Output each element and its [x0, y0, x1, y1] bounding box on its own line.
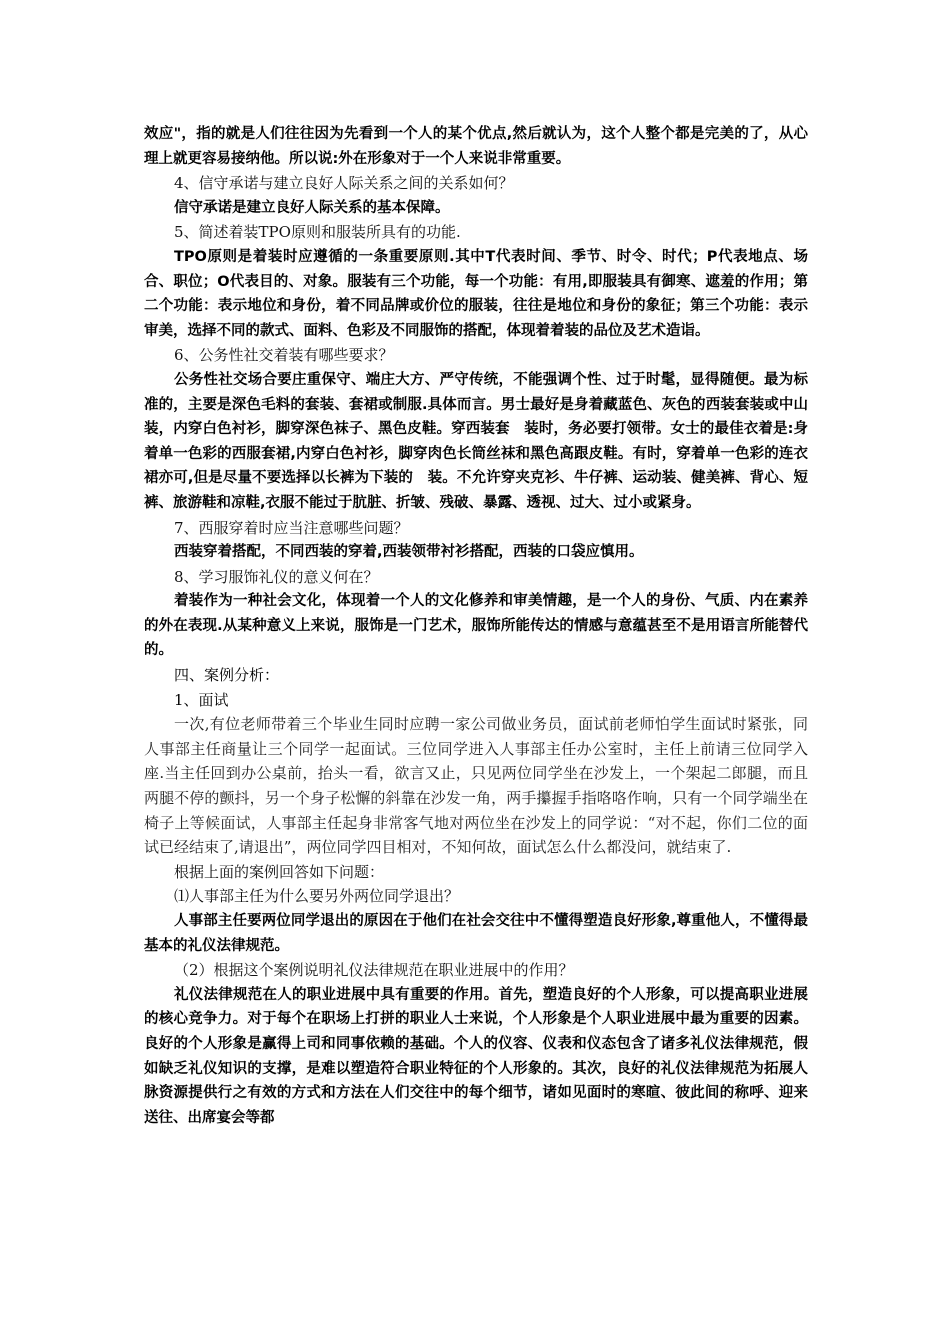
question-4: 4、信守承诺与建立良好人际关系之间的关系如何？	[174, 174, 514, 193]
case-answer-2: 礼仪法律规范在人的职业进展中具有重要的作用。首先，塑造良好的个人形象，可以提高职业进展的核心竞争力。对于每个在职场上打拼的职业人士来说，个人形象是个人职业进展中最为重要的因素。良好的个人形象是赢得上司和同事依赖的基础。个人的仪容、仪表和仪态包含了诸多礼仪法律规范，假如缺乏礼仪知识的支撑，是难以塑造符合职业特征的个人形象的。其次，良好的礼仪法律规范为拓展人脉资源提供行之有效的方式和方法在人们交往中的每个细节，诸如见面时的寒暄、彼此间的称呼、迎来送往、出席宴会等都	[144, 986, 808, 1126]
case-prompt: 根据上面的案例回答如下问题：	[174, 862, 385, 881]
answer-5: TPO原则是着装时应遵循的一条重要原则.其中T代表时间、季节、时令、时代；P代表地点、场合、职位；O代表目的、对象。服装有三个功能，每一个功能：有用,即服装具有御寒、遮羞的作用；第二个功能：表示地位和身份，着不同品牌或价位的服装，往往是地位和身份的象征；第三个功能：表示审美，选择不同的款式、面料、色彩及不同服饰的搭配，体现着着装的品位及艺术造诣。	[144, 248, 808, 339]
case-title: 1、面试	[174, 690, 229, 709]
document-body	[144, 122, 808, 1130]
answer-paragraph: 效应"，指的就是人们往往因为先看到一个人的某个优点,然后就认为，这个人整个都是完美的了，从心理上就更容易接纳他。所以说:外在形象对于一个人来说非常重要。	[144, 126, 808, 167]
answer-4: 信守承诺是建立良好人际关系的基本保障。	[174, 199, 450, 216]
case-answer-1: 人事部主任要两位同学退出的原因在于他们在社会交往中不懂得塑造良好形象,尊重他人，不懂得最基本的礼仪法律规范。	[144, 913, 808, 954]
answer-7: 西装穿着搭配，不同西装的穿着,西装领带衬衫搭配，西装的口袋应慎用。	[174, 544, 644, 561]
question-6: 6、公务性社交着装有哪些要求？	[174, 346, 394, 365]
case-question-2: （2）根据这个案例说明礼仪法律规范在职业进展中的作用？	[174, 961, 574, 980]
case-narrative: 一次,有位老师带着三个毕业生同时应聘一家公司做业务员，面试前老师怕学生面试时紧张，同人事部主任商量让三个同学一起面试。三位同学进入人事部主任办公室时，主任上前请三位同学入座.当主任回到办公桌前，抬头一看，欲言又止，只见两位同学坐在沙发上，一个架起二郎腿，而且两腿不停的颤抖，另一个身子松懈的斜靠在沙发一角，两手攥握手指咯咯作响，只有一个同学端坐在椅子上等候面试，人事部主任起身非常客气地对两位坐在沙发上的同学说：“对不起，你们二位的面试已经结束了,请退出”，两位同学四目相对，不知何故，面试怎么什么都没问，就结束了.	[144, 715, 808, 857]
case-question-1: ⑴人事部主任为什么要另外两位同学退出？	[174, 887, 460, 906]
question-8: 8、学习服饰礼仪的意义何在？	[174, 567, 379, 586]
question-5: 5、简述着装TPO原则和服装所具有的功能.	[174, 223, 461, 242]
section-heading: 四、案例分析：	[174, 666, 280, 685]
question-7: 7、西服穿着时应当注意哪些问题？	[174, 518, 409, 537]
answer-8: 着装作为一种社会文化，体现着一个人的文化修养和审美情趣，是一个人的身份、气质、内在素养的外在表现.从某种意义上来说，服饰是一门艺术，服饰所能传达的情感与意蕴甚至不是用语言所能替代的。	[144, 593, 808, 659]
answer-6: 公务性社交场合要庄重保守、端庄大方、严守传统，不能强调个性、过于时髦，显得随便。最为标准的，主要是深色毛料的套装、套裙或制服.具体而言。男士最好是身着藏蓝色、灰色的西装套装或中山装，内穿白色衬衫，脚穿深色袜子、黑色皮鞋。穿西装套 装时，务必要打领带。女士的最佳衣着是:身着单一色彩的西服套裙,内穿白色衬衫，脚穿肉色长筒丝袜和黑色高跟皮鞋。有时，穿着单一色彩的连衣裙亦可,但是尽量不要选择以长裤为下装的 装。不允许穿夹克衫、牛仔裤、运动装、健美裤、背心、短裤、旅游鞋和凉鞋,衣服不能过于肮脏、折皱、残破、暴露、透视、过大、过小或紧身。	[144, 371, 808, 511]
